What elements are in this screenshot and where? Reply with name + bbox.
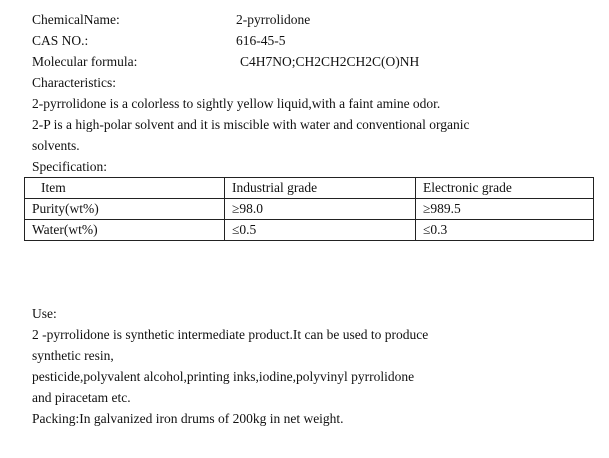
use-line-4: and piracetam etc. — [32, 390, 131, 405]
table-cell: Water(wt%) — [25, 220, 225, 241]
column-header-item: Item — [25, 178, 225, 199]
table-cell: ≥98.0 — [225, 199, 416, 220]
cas-label: CAS NO.: — [32, 33, 89, 48]
formula-label: Molecular formula: — [32, 54, 138, 69]
table-cell: ≤0.3 — [416, 220, 594, 241]
characteristics-line-3: solvents. — [32, 138, 80, 153]
column-header-electronic-grade: Electronic grade — [416, 178, 594, 199]
characteristics-label: Characteristics: — [32, 75, 116, 90]
use-line-1: 2 -pyrrolidone is synthetic intermediate product.It can be used to produce — [32, 327, 429, 342]
specification-table — [24, 177, 594, 241]
characteristics-line-1: 2-pyrrolidone is a colorless to sightly yellow liquid,with a faint amine odor. — [32, 96, 441, 111]
cas-value: 616-45-5 — [236, 33, 286, 48]
table-cell: ≥989.5 — [416, 199, 594, 220]
table-row — [25, 199, 594, 220]
formula-value: C4H7NO;CH2CH2CH2C(O)NH — [240, 54, 420, 69]
use-line-3: pesticide,polyvalent alcohol,printing inks,iodine,polyvinyl pyrrolidone — [32, 369, 415, 384]
characteristics-line-2: 2-P is a high-polar solvent and it is miscible with water and conventional organic — [32, 117, 470, 132]
packing-line: Packing:In galvanized iron drums of 200kg in net weight. — [32, 411, 344, 426]
specification-label: Specification: — [32, 159, 107, 174]
table-cell: ≤0.5 — [225, 220, 416, 241]
chemical-name-label: ChemicalName: — [32, 12, 120, 27]
table-header-row — [25, 178, 594, 199]
column-header-industrial-grade: Industrial grade — [225, 178, 416, 199]
use-line-2: synthetic resin, — [32, 348, 114, 363]
table-row — [25, 220, 594, 241]
table-cell: Purity(wt%) — [25, 199, 225, 220]
chemical-name-value: 2-pyrrolidone — [236, 12, 311, 27]
use-label: Use: — [32, 306, 57, 321]
